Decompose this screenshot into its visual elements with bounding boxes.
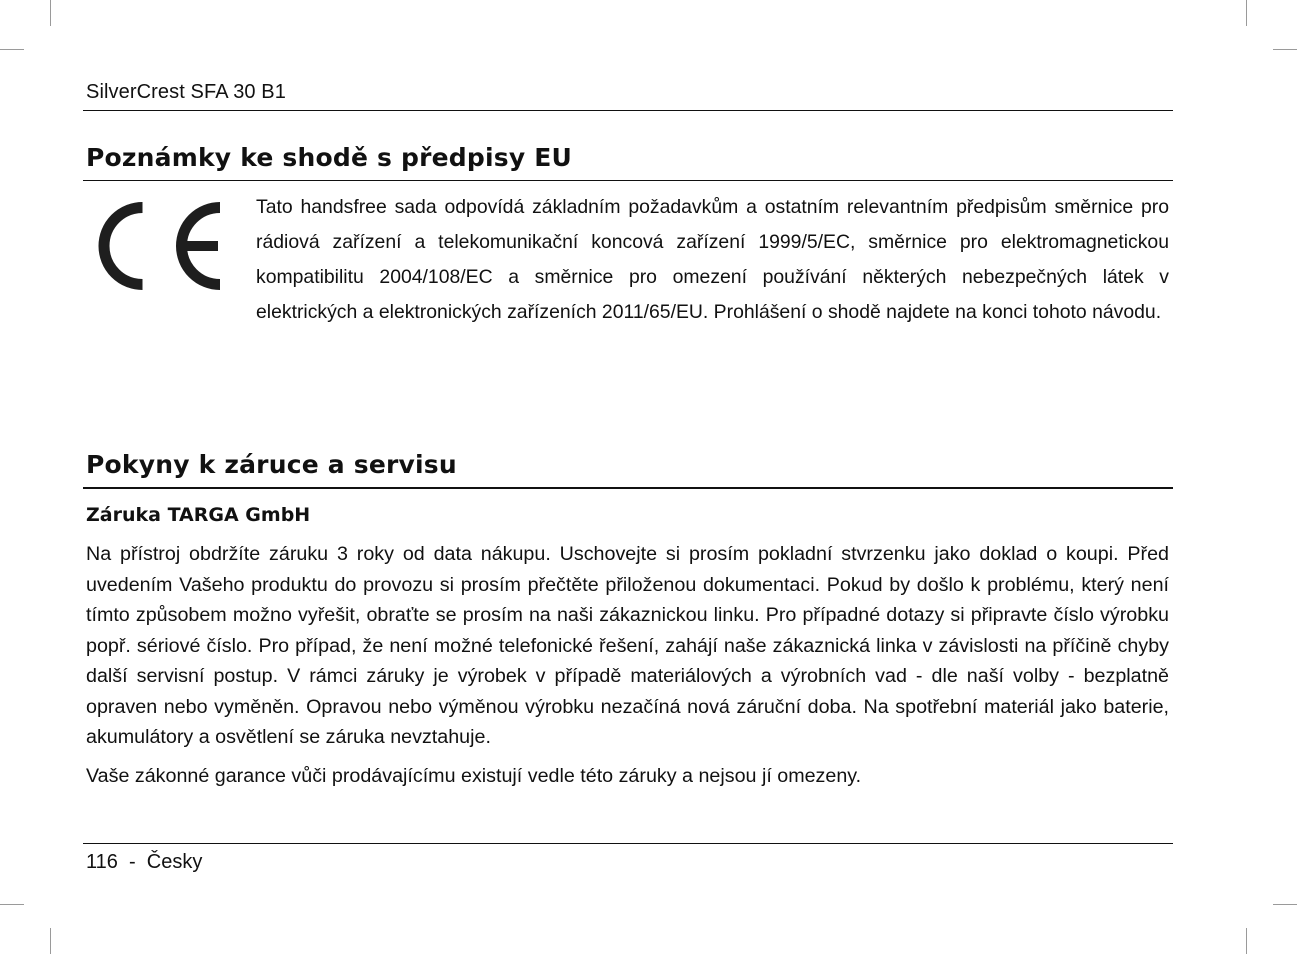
crop-mark-bottom-right-horizontal [1273, 904, 1297, 905]
eu-conformity-heading: Poznámky ke shodě s předpisy EU [86, 143, 572, 172]
ce-mark-icon [84, 194, 226, 298]
warranty-heading: Pokyny k záruce a servisu [86, 450, 457, 479]
warranty-heading-rule [83, 487, 1173, 489]
warranty-subheading: Záruka TARGA GmbH [86, 504, 311, 526]
crop-mark-bottom-left-vertical [50, 928, 51, 954]
crop-mark-top-left-horizontal [0, 49, 24, 50]
eu-conformity-text: Tato handsfree sada odpovídá základním požadavkům a ostatním relevantním předpisům směrnice pro rádiová zařízení a telekomunikační koncová zařízení 1999/5/EC, směrnice pro elektromagnetickou kompatibilitu 2004/108/EC a směrnice pro omezení používání některých nebezpečných látek v elektrických a elektronických zařízeních 2011/65/EU. Prohlášení o shodě najdete na konci tohoto návodu. [256, 196, 1169, 323]
footer-rule [83, 843, 1173, 844]
statutory-note: Vaše zákonné garance vůči prodávajícímu existují vedle této záruky a nejsou jí omezeny. [86, 765, 862, 787]
crop-mark-bottom-right-vertical [1246, 928, 1247, 954]
eu-heading-rule [83, 180, 1173, 181]
crop-mark-top-right-horizontal [1273, 49, 1297, 50]
running-header-title: SilverCrest SFA 30 B1 [86, 81, 286, 103]
footer-language: Česky [146, 851, 203, 873]
page-number: 116 [86, 851, 118, 873]
warranty-text: Na přístroj obdržíte záruku 3 roky od data nákupu. Uschovejte si prosím pokladní stvrzenku jako doklad o koupi. Před uvedením Vašeho produktu do provozu si prosím přečtěte přiloženou dokumentaci. Pokud by došlo k problému, který není tímto způsobem možno vyřešit, obraťte se prosím na naši zákaznickou linku. Pro případné dotazy si připravte číslo výrobku popř. sériové číslo. Pro případ, že není možné telefonické řešení, zahájí naše zákaznická linka v závislosti na příčině chyby další servisní postup. V rámci záruky je výrobek v případě materiálových a výrobních vad - dle naší volby - bezplatně opraven nebo vyměněn. Opravou nebo výměnou výrobku nezačíná nová záruční doba. Na spotřební materiál jako baterie, akumulátory a osvětlení se záruka nevztahuje. [86, 543, 1169, 748]
header-rule [83, 110, 1173, 111]
crop-mark-top-left-vertical [50, 0, 51, 26]
footer-separator: - [117, 851, 147, 873]
page-footer [86, 851, 202, 874]
crop-mark-bottom-left-horizontal [0, 904, 24, 905]
crop-mark-top-right-vertical [1246, 0, 1247, 26]
